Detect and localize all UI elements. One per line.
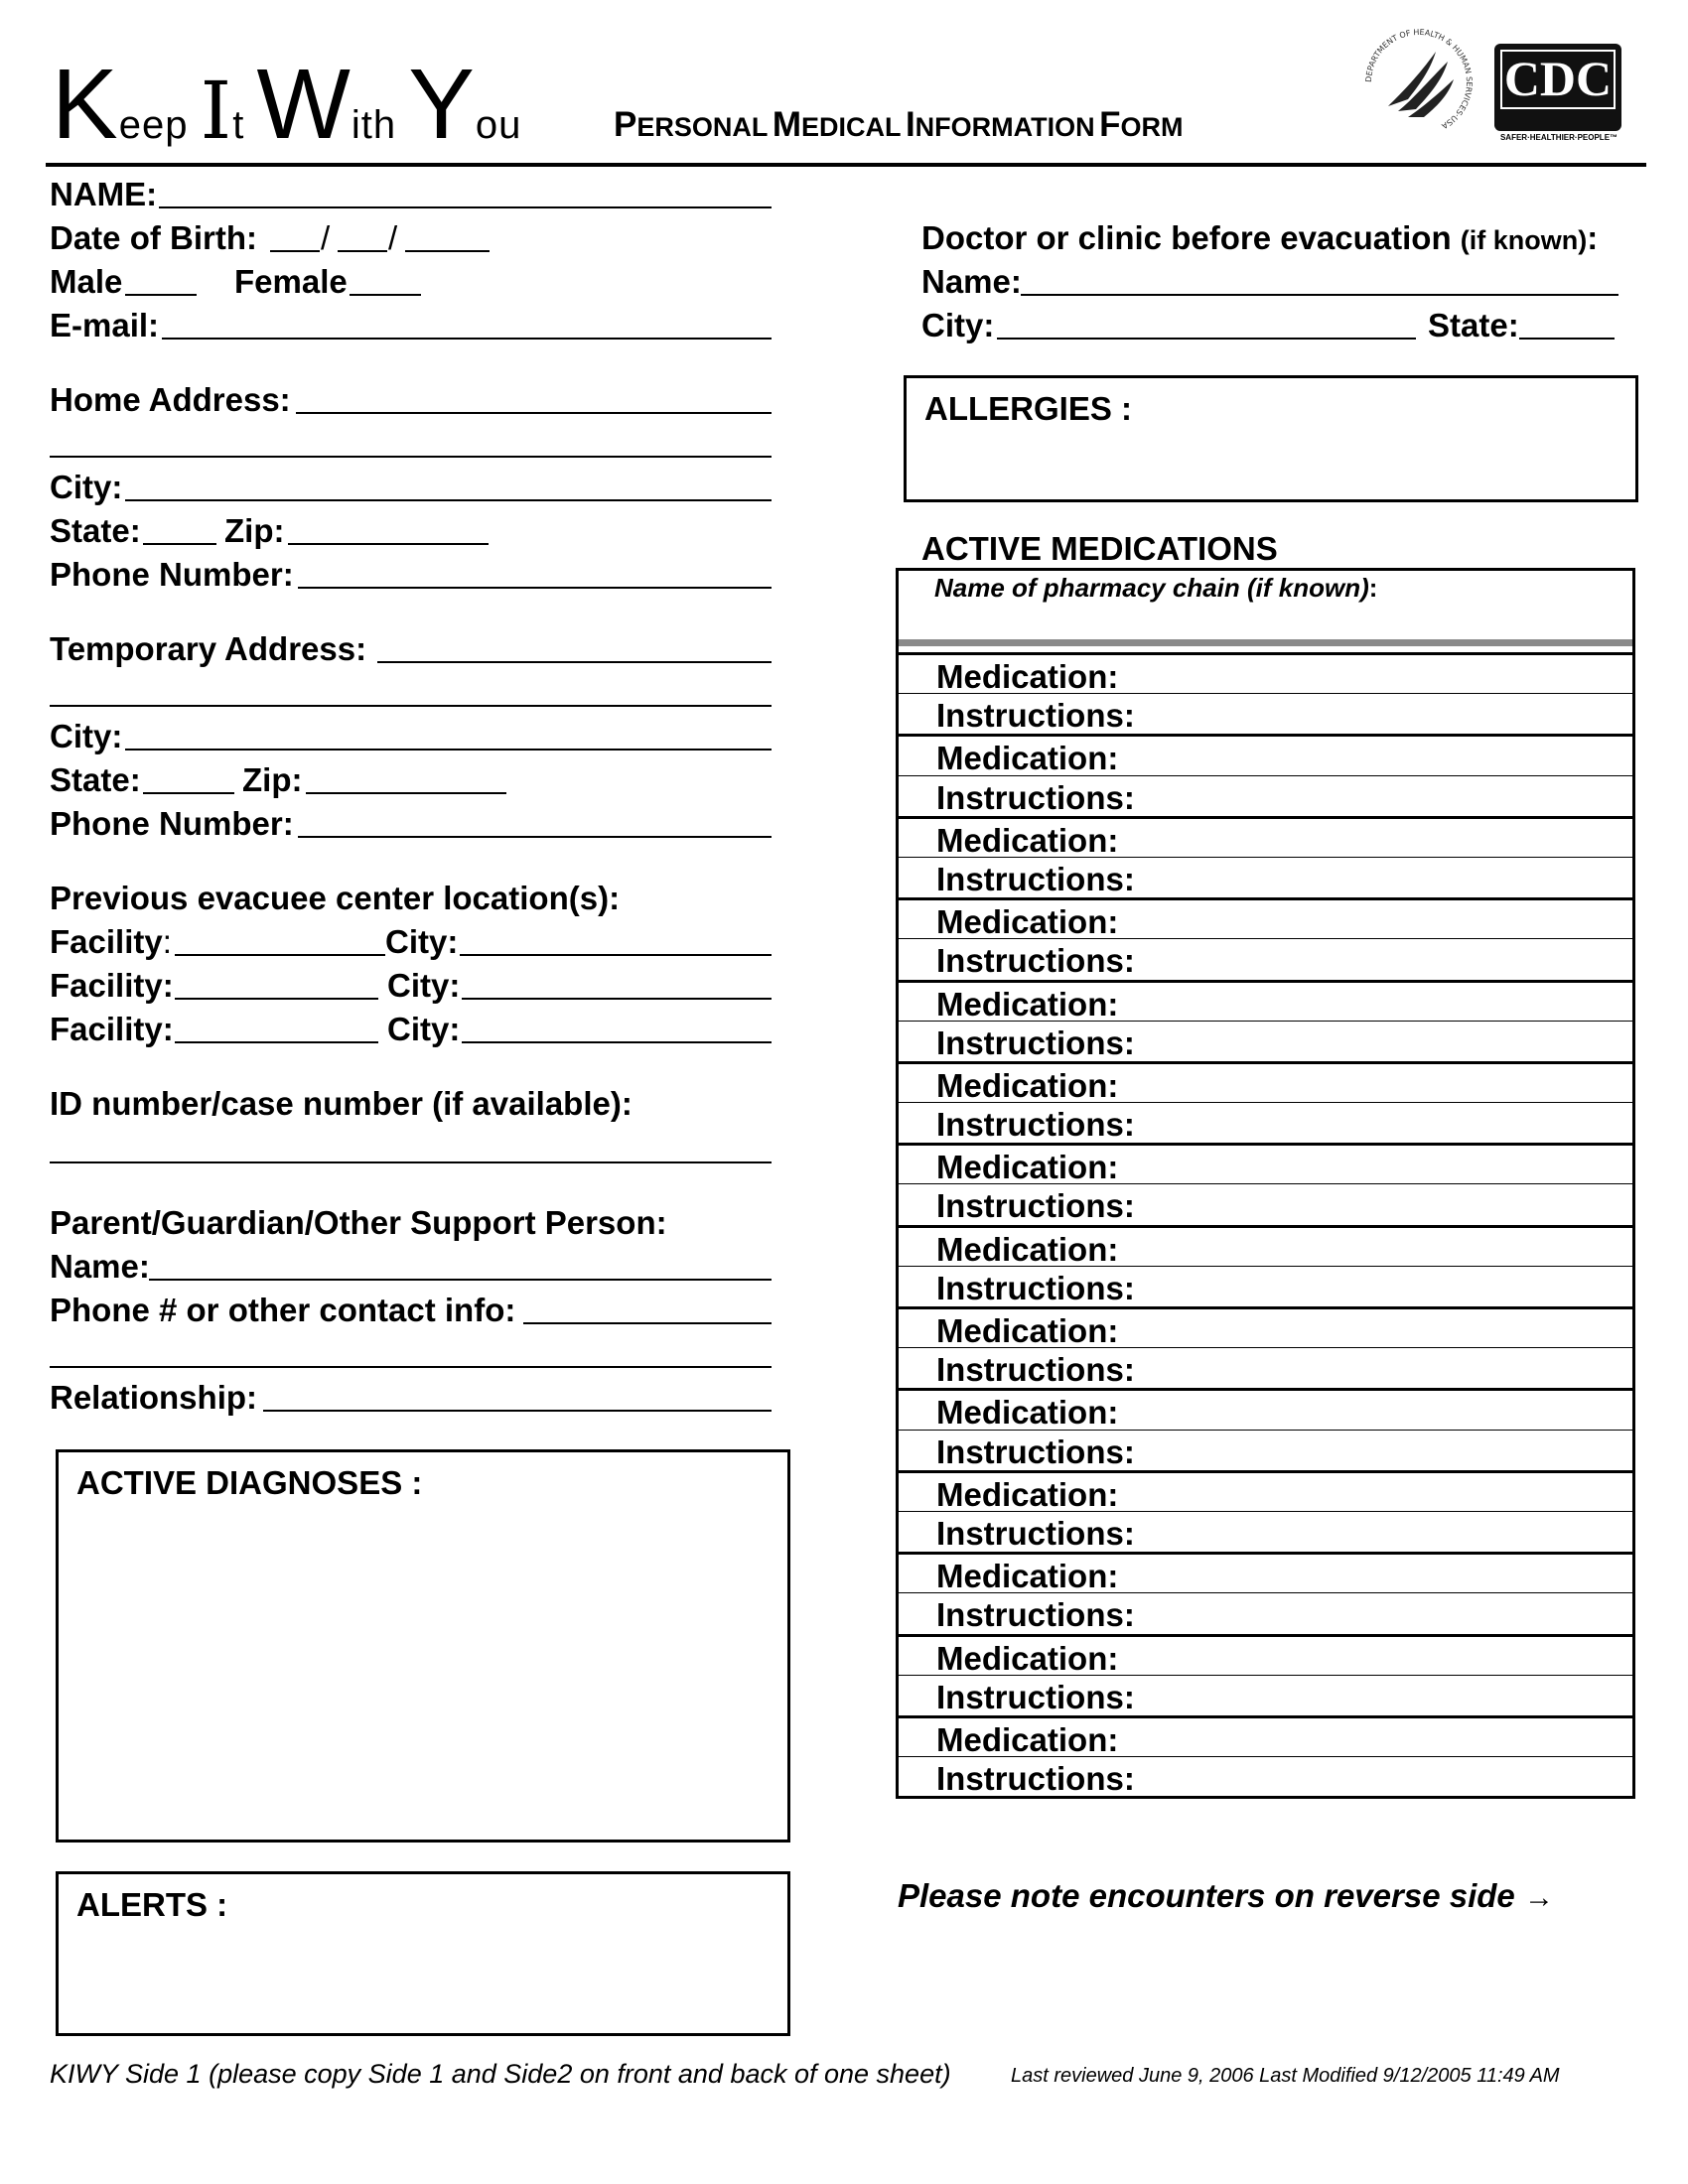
instructions-row[interactable] — [899, 1266, 1632, 1306]
if-known-text: (if known) — [1460, 225, 1588, 255]
medication-row[interactable] — [899, 1470, 1632, 1511]
instructions-label: Instructions: — [936, 1351, 1135, 1389]
title-cap: P — [614, 105, 637, 144]
medication-label: Medication: — [936, 1230, 1119, 1268]
form-title — [614, 105, 1184, 145]
kiwy-letter: I — [200, 65, 233, 157]
medication-row[interactable] — [899, 652, 1632, 693]
title-cap: F — [1099, 105, 1121, 144]
instructions-row[interactable] — [899, 693, 1632, 734]
medication-row[interactable] — [899, 1715, 1632, 1756]
reverse-note-text: Please note encounters on reverse side — [898, 1877, 1515, 1914]
dob-sep: / — [321, 219, 331, 256]
doctor-name-field[interactable] — [1021, 294, 1618, 296]
instructions-label: Instructions: — [936, 1106, 1135, 1144]
temp-address-line2-field[interactable] — [50, 705, 772, 707]
medication-row[interactable] — [899, 980, 1632, 1021]
medication-label: Medication: — [936, 1475, 1119, 1513]
temp-city-label: City: — [50, 718, 123, 754]
instructions-label: Instructions: — [936, 1760, 1135, 1798]
home-city-label: City: — [50, 469, 123, 505]
instructions-label: Instructions: — [936, 1514, 1135, 1552]
temp-address-field[interactable] — [377, 661, 772, 663]
header-rule — [46, 163, 1646, 167]
home-city-field[interactable] — [125, 499, 772, 501]
medication-label: Medication: — [936, 1149, 1119, 1186]
allergies-label: ALLERGIES : — [924, 390, 1133, 427]
active-medications-heading: ACTIVE MEDICATIONS — [921, 530, 1278, 567]
city-label: City: — [387, 1011, 461, 1047]
medication-rows — [899, 652, 1632, 1797]
contact-info-line2-field[interactable] — [50, 1366, 772, 1368]
instructions-label: Instructions: — [936, 1596, 1135, 1634]
doctor-heading-text: Doctor or clinic before evacuation — [921, 219, 1452, 256]
instructions-row[interactable] — [899, 1511, 1632, 1552]
city-label: City: — [385, 923, 459, 960]
instructions-label: Instructions: — [936, 1187, 1135, 1225]
home-phone-label: Phone Number: — [50, 556, 294, 593]
medication-row[interactable] — [899, 1552, 1632, 1595]
dob-month-field[interactable] — [270, 250, 320, 252]
hhs-seal-icon — [1358, 22, 1479, 143]
medication-row[interactable] — [899, 897, 1632, 941]
facility-label: Facility: — [50, 1011, 174, 1047]
medication-label: Medication: — [936, 1558, 1119, 1595]
kiwy-rest: ou — [475, 103, 522, 147]
pharmacy-label — [934, 573, 1377, 604]
kiwy-letter: Y — [408, 49, 476, 160]
medication-row[interactable] — [899, 1061, 1632, 1102]
kiwy-letter: W — [256, 49, 352, 160]
support-name-label: Name: — [50, 1248, 150, 1285]
instructions-row[interactable] — [899, 1347, 1632, 1388]
temp-zip-label: Zip: — [242, 761, 303, 798]
facility-3-field[interactable] — [175, 1041, 378, 1043]
facility-1-field[interactable] — [175, 954, 385, 956]
id-number-label: ID number/case number (if available): — [50, 1085, 633, 1122]
doctor-city-field[interactable] — [997, 338, 1416, 340]
pharmacy-colon: : — [1368, 573, 1378, 603]
relationship-field[interactable] — [263, 1410, 772, 1412]
active-diagnoses-label: ACTIVE DIAGNOSES : — [76, 1464, 423, 1501]
instructions-row[interactable] — [899, 857, 1632, 897]
dob-day-field[interactable] — [338, 250, 387, 252]
dob-year-field[interactable] — [405, 250, 490, 252]
medication-label: Medication: — [936, 1720, 1119, 1758]
cdc-tagline: SAFER·HEALTHIER·PEOPLE™ — [1499, 133, 1618, 142]
title-rest: NFORMATION — [914, 112, 1095, 142]
medication-label: Medication: — [936, 658, 1119, 695]
pharmacy-row[interactable] — [899, 571, 1632, 646]
instructions-row[interactable] — [899, 938, 1632, 979]
instructions-row[interactable] — [899, 1021, 1632, 1061]
alerts-box[interactable] — [56, 1871, 790, 2036]
instructions-label: Instructions: — [936, 1024, 1135, 1061]
medication-label: Medication: — [936, 903, 1119, 941]
male-field[interactable] — [125, 294, 197, 296]
title-rest: EDICAL — [800, 112, 902, 142]
home-zip-label: Zip: — [224, 512, 285, 549]
alerts-label: ALERTS : — [76, 1886, 228, 1923]
doctor-city-label: City: — [921, 307, 995, 343]
temp-zip-field[interactable] — [306, 792, 506, 794]
support-person-label: Parent/Guardian/Other Support Person: — [50, 1204, 667, 1241]
facility-2-field[interactable] — [175, 998, 378, 1000]
temp-city-field[interactable] — [125, 749, 772, 751]
temp-state-label: State: — [50, 761, 141, 798]
instructions-label: Instructions: — [936, 942, 1135, 980]
doctor-heading — [921, 218, 1598, 260]
colon: : — [1587, 219, 1599, 256]
home-address-label: Home Address: — [50, 381, 291, 418]
facility-2-city-field[interactable] — [462, 998, 772, 1000]
id-number-field[interactable] — [50, 1161, 772, 1163]
temp-phone-field[interactable] — [298, 836, 772, 838]
facility-colon: : — [162, 923, 172, 960]
seal-text: DEPARTMENT OF HEALTH & HUMAN SERVICES·USA — [1363, 27, 1475, 131]
contact-info-field[interactable] — [523, 1322, 772, 1324]
instructions-label: Instructions: — [936, 778, 1135, 816]
temp-address-label: Temporary Address: — [50, 630, 367, 667]
cdc-logo — [1494, 44, 1621, 131]
medication-row[interactable] — [899, 1634, 1632, 1675]
facility-text: Facility — [50, 923, 163, 960]
facility-1-city-field[interactable] — [460, 954, 772, 956]
home-state-label: State: — [50, 512, 141, 549]
medication-row[interactable] — [899, 734, 1632, 777]
medication-label: Medication: — [936, 1394, 1119, 1432]
kiwy-letter: K — [52, 49, 119, 160]
name-field[interactable] — [159, 206, 772, 208]
name-label: NAME: — [50, 176, 158, 212]
instructions-row[interactable] — [899, 1592, 1632, 1633]
pharmacy-text: Name of pharmacy chain (if known) — [934, 573, 1369, 603]
instructions-row[interactable] — [899, 1756, 1632, 1797]
facility-label — [50, 922, 172, 962]
email-field[interactable] — [162, 338, 772, 340]
instructions-label: Instructions: — [936, 860, 1135, 897]
footer-side-note: KIWY Side 1 (please copy Side 1 and Side2 on front and back of one sheet) — [50, 2059, 951, 2089]
contact-info-label: Phone # or other contact info: — [50, 1292, 516, 1328]
medication-row[interactable] — [899, 1388, 1632, 1432]
title-rest: ERSONAL — [636, 112, 769, 142]
home-address-line2-field[interactable] — [50, 456, 772, 458]
doctor-name-label: Name: — [921, 263, 1022, 300]
relationship-label: Relationship: — [50, 1379, 258, 1416]
instructions-row[interactable] — [899, 1183, 1632, 1224]
home-address-field[interactable] — [296, 412, 772, 414]
female-field[interactable] — [350, 294, 421, 296]
instructions-label: Instructions: — [936, 1433, 1135, 1470]
doctor-state-field[interactable] — [1519, 338, 1615, 340]
instructions-label: Instructions: — [936, 1269, 1135, 1306]
medication-label: Medication: — [936, 1066, 1119, 1104]
instructions-row[interactable] — [899, 1102, 1632, 1143]
medication-row[interactable] — [899, 816, 1632, 857]
instructions-row[interactable] — [899, 1430, 1632, 1470]
medication-row[interactable] — [899, 1225, 1632, 1266]
doctor-state-label: State: — [1428, 307, 1519, 343]
male-label: Male — [50, 263, 123, 300]
cdc-logo-text: CDC — [1500, 50, 1616, 109]
support-name-field[interactable] — [149, 1279, 772, 1281]
arrow-right-icon: → — [1523, 1881, 1554, 1914]
facility-label: Facility: — [50, 967, 174, 1004]
footer-reviewed: Last reviewed June 9, 2006 Last Modified 9/12/2005 11:49 AM — [1011, 2065, 1560, 2087]
dob-label: Date of Birth: — [50, 219, 257, 256]
active-medications-table — [896, 568, 1635, 1799]
reverse-note — [898, 1877, 1554, 1915]
instructions-label: Instructions: — [936, 1678, 1135, 1715]
medication-label: Medication: — [936, 1639, 1119, 1677]
email-label: E-mail: — [50, 307, 160, 343]
active-diagnoses-box[interactable] — [56, 1449, 790, 1843]
facility-3-city-field[interactable] — [462, 1041, 772, 1043]
kiwy-rest: ith — [351, 103, 397, 147]
title-cap: I — [905, 105, 915, 144]
kiwy-rest: eep — [118, 103, 189, 147]
instructions-row[interactable] — [899, 1675, 1632, 1715]
instructions-row[interactable] — [899, 775, 1632, 816]
home-state-field[interactable] — [143, 543, 216, 545]
kiwy-title — [52, 49, 522, 160]
medication-row[interactable] — [899, 1306, 1632, 1347]
city-label: City: — [387, 967, 461, 1004]
title-rest: ORM — [1120, 112, 1184, 142]
female-label: Female — [234, 263, 348, 300]
medication-label: Medication: — [936, 985, 1119, 1023]
temp-state-field[interactable] — [143, 792, 234, 794]
medication-label: Medication: — [936, 821, 1119, 859]
medication-label: Medication: — [936, 740, 1119, 777]
allergies-box[interactable] — [904, 375, 1638, 502]
home-zip-field[interactable] — [288, 543, 489, 545]
medication-row[interactable] — [899, 1143, 1632, 1186]
prev-evac-label: Previous evacuee center location(s): — [50, 880, 621, 916]
kiwy-rest: t — [232, 103, 245, 147]
medication-label: Medication: — [936, 1312, 1119, 1349]
title-cap: M — [772, 105, 801, 144]
temp-phone-label: Phone Number: — [50, 805, 294, 842]
home-phone-field[interactable] — [298, 587, 772, 589]
dob-sep: / — [388, 219, 398, 256]
instructions-label: Instructions: — [936, 697, 1135, 735]
